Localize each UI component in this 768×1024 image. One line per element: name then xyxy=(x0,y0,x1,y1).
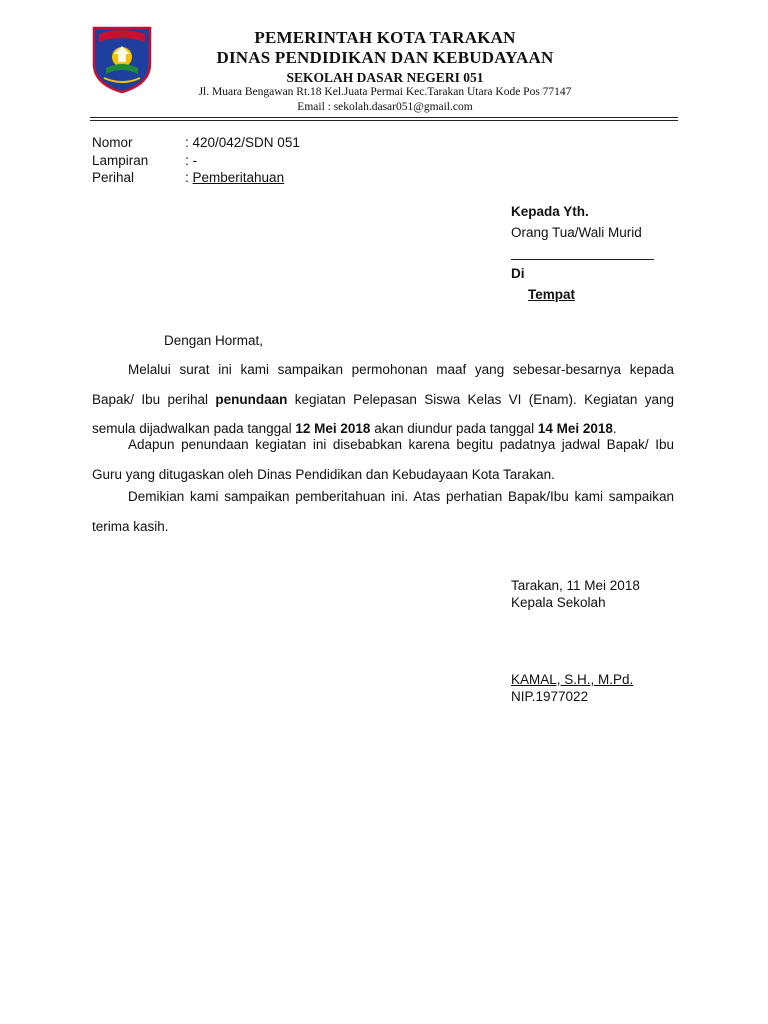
recipient-tempat: Tempat xyxy=(528,287,576,302)
signature-name: KAMAL, S.H., M.Pd. xyxy=(511,672,634,687)
body-paragraph-1: Melalui surat ini kami sampaikan permohonan maaf yang sebesar-besarnya kepada Bapak/ Ibu perihal penundaan kegiatan Pelepasan Siswa Kelas VI (Enam). Kegiatan yang semula dijadwalkan pada tanggal 12 Mei 2018 akan diundur pada tanggal 14 Mei 2018. xyxy=(92,362,675,436)
meta-lampiran-label: Lampiran xyxy=(92,153,149,168)
letterhead-government: PEMERINTAH KOTA TARAKAN xyxy=(254,28,516,47)
letterhead-department: DINAS PENDIDIKAN DAN KEBUDAYAAN xyxy=(216,48,554,67)
body-paragraph-2: Adapun penundaan kegiatan ini disebabkan karena begitu padatnya jadwal Bapak/ Ibu Guru yang ditugaskan oleh Dinas Pendidikan dan Kebudayaan Kota Tarakan. xyxy=(92,437,674,482)
meta-lampiran xyxy=(92,153,197,168)
signature-position: Kepala Sekolah xyxy=(511,595,606,610)
signature-nip: NIP.1977022 xyxy=(511,689,589,704)
recipient-kepada: Kepada Yth. xyxy=(511,204,589,219)
letterhead-email: Email : sekolah.dasar051@gmail.com xyxy=(297,101,473,113)
meta-nomor xyxy=(92,135,300,150)
meta-perihal-colon: : xyxy=(185,170,193,185)
meta-nomor-label: Nomor xyxy=(92,135,133,150)
recipient-blank-line xyxy=(511,259,654,260)
letterhead-divider-thin xyxy=(90,117,678,118)
recipient-di: Di xyxy=(511,266,525,281)
kota-tarakan-logo xyxy=(90,24,154,94)
signature-place-date: Tarakan, 11 Mei 2018 xyxy=(511,578,640,593)
meta-perihal xyxy=(92,170,284,185)
meta-lampiran-value: : - xyxy=(185,153,197,168)
salutation: Dengan Hormat, xyxy=(164,333,264,348)
meta-nomor-value: : 420/042/SDN 051 xyxy=(185,135,300,150)
body-paragraph-3: Demikian kami sampaikan pemberitahuan ini. Atas perhatian Bapak/Ibu kami sampaikan terima kasih. xyxy=(92,489,674,534)
letterhead-divider-thick xyxy=(90,120,678,121)
letterhead-school: SEKOLAH DASAR NEGERI 051 xyxy=(286,70,484,85)
recipient-name: Orang Tua/Wali Murid xyxy=(511,225,642,240)
meta-perihal-label: Perihal xyxy=(92,170,135,185)
letterhead-address: Jl. Muara Bengawan Rt.18 Kel.Juata Permai Kec.Tarakan Utara Kode Pos 77147 xyxy=(198,86,572,98)
meta-perihal-value: Pemberitahuan xyxy=(192,170,285,185)
